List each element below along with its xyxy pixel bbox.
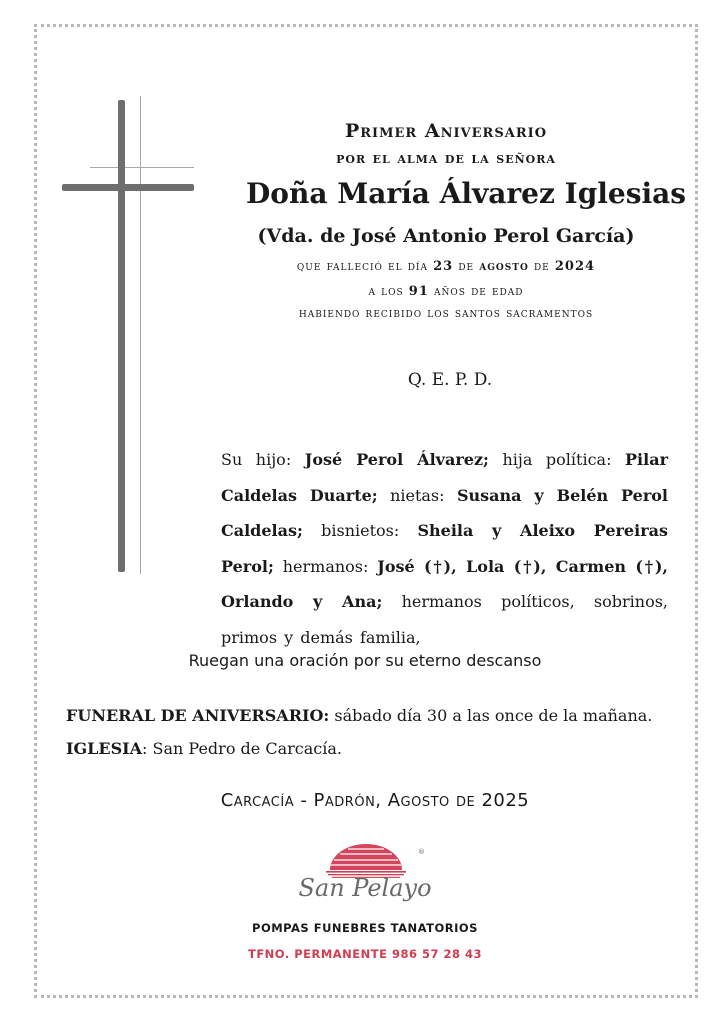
death-date-line: que falleció el día 23 de agosto de 2024 [296, 259, 596, 274]
cross-icon [118, 100, 125, 572]
anniversary-title: Primer Aniversario [344, 120, 548, 142]
svg-text:®: ® [418, 848, 425, 856]
church-info: IGLESIA: San Pedro de Carcacía. [66, 739, 342, 758]
for-the-soul-line: por el alma de la señora [336, 148, 556, 167]
svg-text:San Pelayo: San Pelayo [298, 874, 432, 902]
prayer-request: Ruegan una oración por su eterno descanso [188, 651, 542, 670]
qepd: Q. E. P. D. [407, 370, 493, 390]
deceased-name: Doña María Álvarez Iglesias [246, 177, 687, 210]
funeral-info: FUNERAL DE ANIVERSARIO: sábado día 30 a las once de la mañana. [66, 706, 653, 725]
widow-of: (Vda. de José Antonio Perol García) [257, 225, 635, 247]
company-name: POMPAS FUNEBRES TANATORIOS [252, 921, 478, 935]
age-line: a los 91 años de edad [368, 284, 524, 299]
cross-thin-horizontal [90, 167, 194, 168]
sacraments-line: habiendo recibido los santos sacramentos [298, 306, 594, 321]
place-and-date: Carcacía - Padrón, Agosto de 2025 [220, 790, 530, 811]
phone-number: TFNO. PERMANENTE 986 57 28 43 [247, 947, 483, 961]
san-pelayo-logo [290, 840, 440, 920]
family-paragraph: Su hijo: José Perol Álvarez; hija política: Pilar Caldelas Duarte; nietas: Susana y Belén Perol Caldelas; bisnietos: Sheila y Aleixo Pereiras Perol; hermanos: José (†), Lola (†), Carmen (†), Orlando y Ana; hermanos políticos, sobrinos, primos y demás familia, [221, 450, 669, 647]
cross-horizontal-bar [62, 184, 194, 191]
